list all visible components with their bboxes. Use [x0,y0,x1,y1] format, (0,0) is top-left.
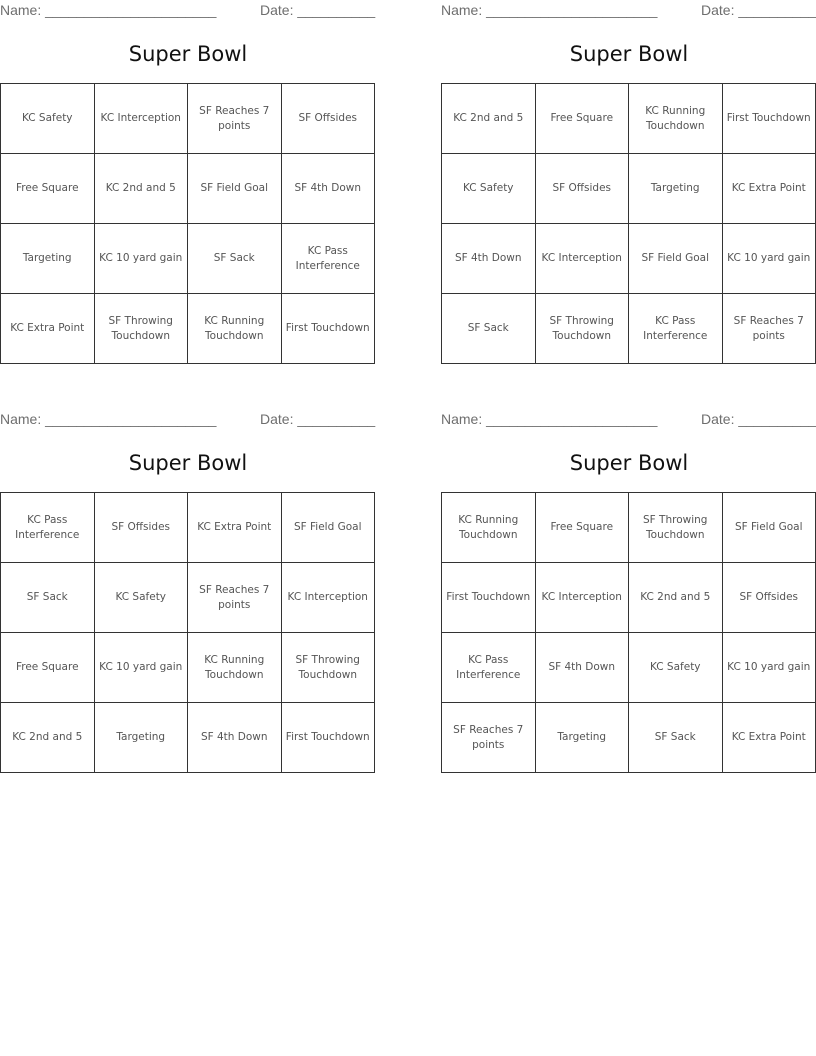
bingo-cell: KC Extra Point [188,493,282,563]
bingo-cell: SF Reaches 7 points [188,563,282,633]
bingo-cell: KC Running Touchdown [188,633,282,703]
bingo-cell: KC Pass Interference [281,224,375,294]
bingo-grid [0,492,375,773]
bingo-cell: Free Square [1,633,95,703]
bingo-cell: KC 2nd and 5 [442,84,536,154]
bingo-cell: SF Sack [1,563,95,633]
card-header [441,0,816,22]
bingo-cell: KC Interception [94,84,188,154]
bingo-cell: SF Sack [442,294,536,364]
date-field: Date: __________ [701,2,816,18]
date-field: Date: __________ [260,2,376,18]
bingo-cell: KC Safety [442,154,536,224]
bingo-cell: SF Field Goal [188,154,282,224]
bingo-cell: SF Throwing Touchdown [281,633,375,703]
card-title: Super Bowl [128,42,248,66]
bingo-cell: KC 2nd and 5 [94,154,188,224]
bingo-cell: Free Square [535,84,629,154]
name-field: Name: ______________________ [441,2,658,18]
card-header [0,0,376,22]
bingo-cell: KC 10 yard gain [722,633,816,703]
bingo-cell: KC Pass Interference [1,493,95,563]
bingo-cell: SF 4th Down [535,633,629,703]
card-title: Super Bowl [128,451,248,475]
bingo-cell: SF Offsides [281,84,375,154]
bingo-cell: SF Field Goal [281,493,375,563]
bingo-cell: SF Reaches 7 points [722,294,816,364]
bingo-cell: KC Interception [535,224,629,294]
bingo-cell: KC 2nd and 5 [629,563,723,633]
grid-row [1,493,375,563]
grid-row [442,493,816,563]
bingo-cell: KC Extra Point [722,703,816,773]
bingo-cell: First Touchdown [442,563,536,633]
bingo-cell: SF Offsides [94,493,188,563]
card-header [441,409,816,431]
bingo-card [441,409,816,751]
grid-row [442,294,816,364]
bingo-cell: KC 10 yard gain [94,633,188,703]
bingo-cell: KC Interception [535,563,629,633]
grid-row [442,703,816,773]
grid-row [1,154,375,224]
bingo-cell: First Touchdown [281,703,375,773]
bingo-cell: Targeting [94,703,188,773]
bingo-cell: KC Pass Interference [442,633,536,703]
bingo-cell: SF 4th Down [281,154,375,224]
bingo-cell: SF Throwing Touchdown [94,294,188,364]
bingo-cell: SF Field Goal [629,224,723,294]
grid-row [442,84,816,154]
bingo-cell: SF Reaches 7 points [188,84,282,154]
bingo-cell: SF Sack [188,224,282,294]
bingo-cell: KC Safety [94,563,188,633]
bingo-card [0,0,376,342]
grid-row [442,224,816,294]
bingo-cell: KC Pass Interference [629,294,723,364]
bingo-cell: Free Square [1,154,95,224]
bingo-cell: Targeting [1,224,95,294]
name-field: Name: ______________________ [441,411,658,427]
bingo-cell: KC Safety [629,633,723,703]
bingo-cell: KC Running Touchdown [442,493,536,563]
grid-row [442,633,816,703]
bingo-cell: KC Extra Point [1,294,95,364]
grid-row [442,154,816,224]
bingo-cell: First Touchdown [722,84,816,154]
bingo-card [441,0,816,342]
bingo-cell: SF Offsides [535,154,629,224]
date-field: Date: __________ [701,411,816,427]
card-header [0,409,376,431]
name-field: Name: ______________________ [0,411,217,427]
date-field: Date: __________ [260,411,376,427]
bingo-cell: SF Reaches 7 points [442,703,536,773]
bingo-cell: SF 4th Down [442,224,536,294]
bingo-cell: KC Extra Point [722,154,816,224]
bingo-cell: SF Offsides [722,563,816,633]
bingo-cell: Free Square [535,493,629,563]
bingo-cell: KC Running Touchdown [188,294,282,364]
card-title: Super Bowl [569,42,689,66]
name-field: Name: ______________________ [0,2,217,18]
bingo-cell: SF Field Goal [722,493,816,563]
bingo-cell: KC 10 yard gain [722,224,816,294]
grid-row [1,294,375,364]
bingo-cell: KC Running Touchdown [629,84,723,154]
bingo-cell: KC 2nd and 5 [1,703,95,773]
grid-row [1,703,375,773]
bingo-cell: First Touchdown [281,294,375,364]
bingo-cell: Targeting [629,154,723,224]
bingo-cell: KC 10 yard gain [94,224,188,294]
card-title: Super Bowl [569,451,689,475]
grid-row [1,633,375,703]
bingo-cell: SF 4th Down [188,703,282,773]
bingo-cell: SF Throwing Touchdown [535,294,629,364]
grid-row [1,84,375,154]
bingo-grid [0,83,375,364]
bingo-card [0,409,376,743]
bingo-cell: SF Throwing Touchdown [629,493,723,563]
bingo-cell: SF Sack [629,703,723,773]
grid-row [442,563,816,633]
bingo-cell: KC Interception [281,563,375,633]
grid-row [1,224,375,294]
bingo-cell: Targeting [535,703,629,773]
bingo-grid [441,83,816,364]
bingo-cell: KC Safety [1,84,95,154]
grid-row [1,563,375,633]
bingo-grid [441,492,816,773]
